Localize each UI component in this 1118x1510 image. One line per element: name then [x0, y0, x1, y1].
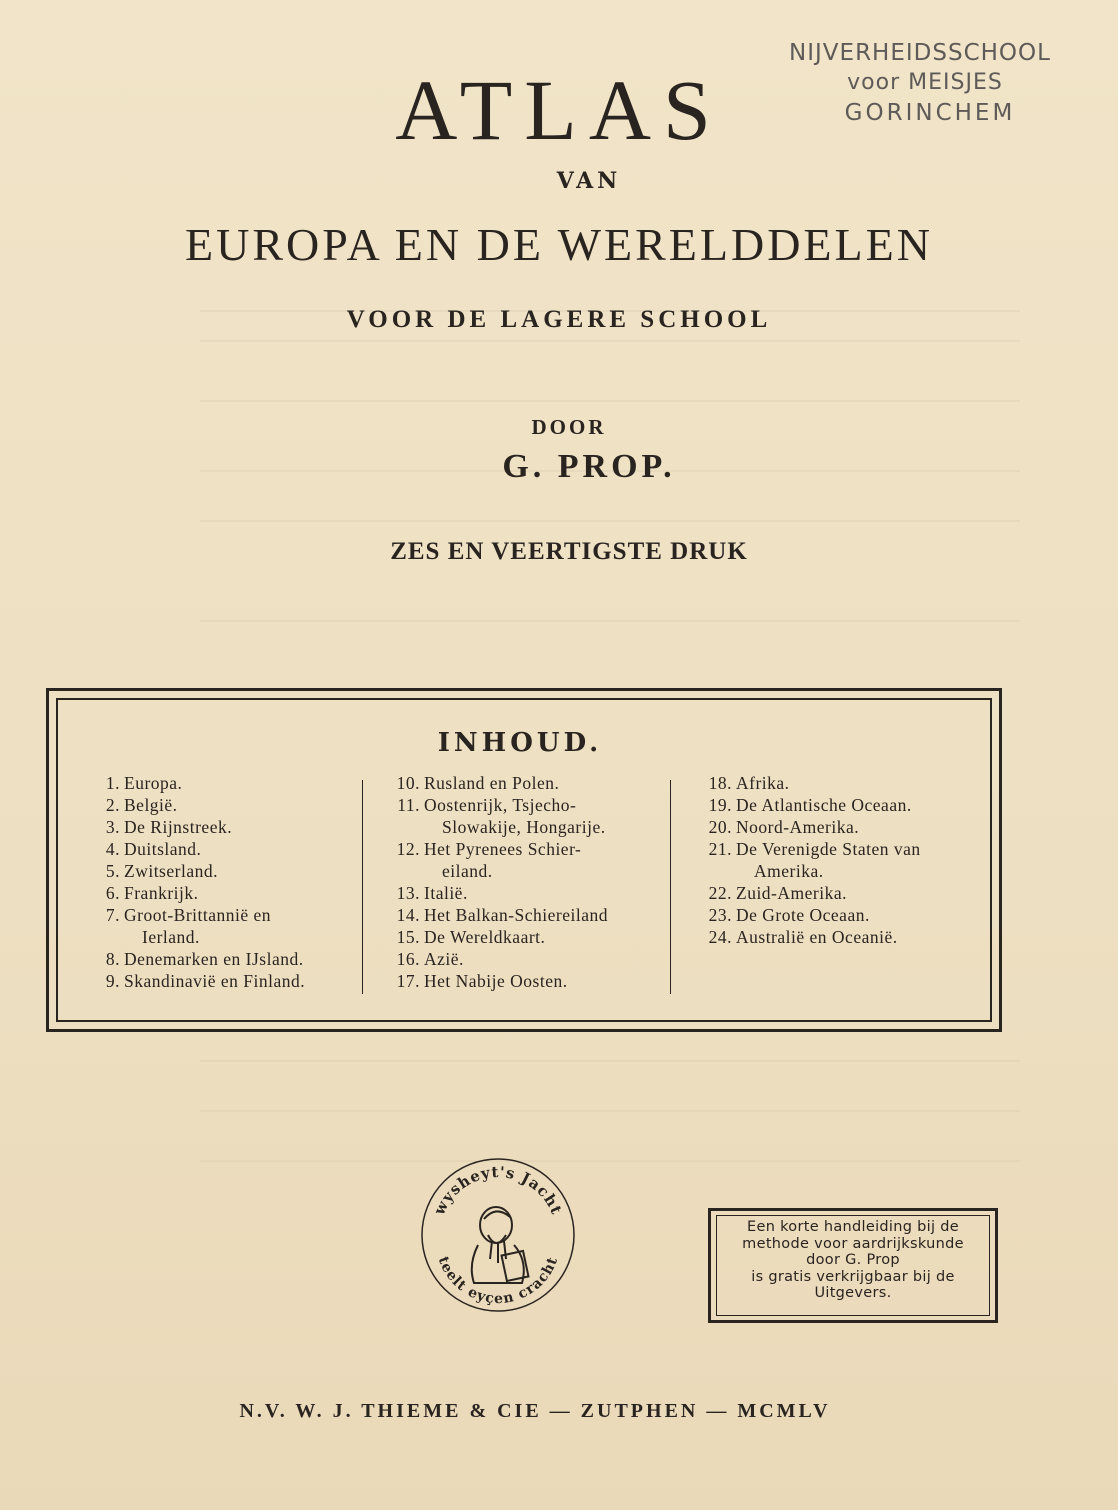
- contents-item-label: Italië.: [424, 883, 468, 903]
- contents-item: [76, 794, 366, 816]
- contents-item-number: 15.: [396, 927, 420, 947]
- contents-item: [688, 816, 988, 838]
- contents-item-label: Australië en Oceanië.: [736, 927, 898, 947]
- notice-line: Een korte handleiding bij de: [747, 1219, 959, 1235]
- author: G. PROP.: [502, 448, 676, 485]
- contents-item: [376, 970, 666, 992]
- contents-column-3: [688, 772, 988, 948]
- contents-item-label: De Atlantische Oceaan.: [736, 795, 912, 815]
- contents-item-label: Groot-Brittannië en: [124, 905, 272, 925]
- contents-item: [76, 904, 366, 948]
- contents-item-number: 12.: [396, 839, 420, 859]
- contents-item-number: 20.: [708, 817, 732, 837]
- contents-item-number: 11.: [397, 795, 420, 815]
- contents-item-number: 19.: [708, 795, 732, 815]
- emblem-ring: [422, 1159, 574, 1311]
- contents-item-label: Noord-Amerika.: [736, 817, 860, 837]
- subtitle: EUROPA EN DE WERELDDELEN: [185, 219, 933, 270]
- contents-item-number: 4.: [105, 839, 120, 859]
- edition: ZES EN VEERTIGSTE DRUK: [390, 538, 748, 565]
- emblem-text-bottom: teelt eyçen cracht: [434, 1254, 562, 1308]
- contents-item-number: 23.: [708, 905, 732, 925]
- contents-item: [376, 772, 666, 794]
- notice-line: is gratis verkrijgbaar bij de: [751, 1268, 955, 1285]
- contents-item: [376, 882, 666, 904]
- contents-item: [76, 838, 366, 860]
- publisher-imprint: N.V. W. J. THIEME & CIE — ZUTPHEN — MCMLV: [239, 1400, 831, 1422]
- contents-item-label: Zuid-Amerika.: [736, 883, 847, 903]
- contents-item: [376, 838, 666, 882]
- contents-item: [376, 948, 666, 970]
- contents-item-label: De Rijnstreek.: [124, 817, 233, 837]
- contents-item-label: De Verenigde Staten van: [736, 839, 921, 859]
- contents-item-number: 16.: [396, 949, 420, 969]
- contents-item-continuation: eiland.: [442, 861, 493, 881]
- contents-item-number: 18.: [708, 773, 732, 793]
- contents-item: [376, 794, 666, 838]
- show-through-line: [200, 1160, 1020, 1162]
- contents-item-number: 3.: [105, 817, 120, 837]
- contents-item-label: Het Pyrenees Schier-: [424, 839, 582, 859]
- notice-box: [716, 1215, 990, 1316]
- audience-line: VOOR DE LAGERE SCHOOL: [346, 306, 772, 333]
- contents-item: [76, 948, 366, 970]
- contents-item-label: Het Nabije Oosten.: [424, 971, 568, 991]
- contents-item-label: Afrika.: [736, 773, 790, 793]
- contents-column-1: [76, 772, 366, 992]
- notice-line: door G. Prop: [806, 1252, 900, 1268]
- stamp-line: voor MEISJES: [847, 70, 1003, 95]
- contents-item-number: 8.: [105, 949, 120, 969]
- by-line: DOOR: [531, 415, 607, 439]
- contents-column-2: [376, 772, 666, 992]
- contents-item-number: 13.: [396, 883, 420, 903]
- contents-item-label: Zwitserland.: [124, 861, 218, 881]
- contents-item-label: België.: [124, 795, 178, 815]
- show-through-line: [200, 520, 1020, 522]
- contents-item-number: 14.: [396, 905, 420, 925]
- contents-item-number: 24.: [708, 927, 732, 947]
- contents-item-number: 22.: [708, 883, 732, 903]
- contents-item: [688, 838, 988, 882]
- contents-item: [76, 970, 366, 992]
- contents-item-number: 21.: [708, 839, 732, 859]
- column-divider: [670, 780, 671, 994]
- contents-item: [76, 882, 366, 904]
- stamp-line: NIJVERHEIDSSCHOOL: [789, 40, 1051, 66]
- notice-line: methode voor aardrijkskunde: [742, 1235, 964, 1252]
- contents-item-label: Frankrijk.: [124, 883, 199, 903]
- scholar-figure-icon: [472, 1207, 529, 1283]
- contents-item-number: 7.: [105, 905, 120, 925]
- contents-title: INHOUD.: [437, 728, 603, 758]
- contents-item-label: De Wereldkaart.: [424, 927, 546, 947]
- contents-item-number: 9.: [105, 971, 120, 991]
- page-title: ATLAS: [395, 62, 723, 158]
- contents-item-continuation: Amerika.: [754, 861, 824, 881]
- title-connector: VAN: [556, 168, 622, 194]
- contents-item-label: Denemarken en IJsland.: [124, 949, 304, 969]
- contents-item-label: Azië.: [424, 949, 464, 969]
- contents-item: [688, 772, 988, 794]
- contents-item: [688, 882, 988, 904]
- contents-item: [376, 904, 666, 926]
- contents-item: [76, 772, 366, 794]
- contents-item-number: 17.: [396, 971, 420, 991]
- emblem-text-top: wysheyt's Jacht: [430, 1162, 566, 1218]
- contents-item-label: De Grote Oceaan.: [736, 905, 870, 925]
- show-through-line: [200, 620, 1020, 622]
- contents-item: [76, 816, 366, 838]
- publisher-emblem: [418, 1155, 578, 1315]
- show-through-line: [200, 1060, 1020, 1062]
- contents-item: [76, 860, 366, 882]
- show-through-line: [200, 340, 1020, 342]
- contents-item-number: 10.: [396, 773, 420, 793]
- contents-item: [688, 794, 988, 816]
- contents-item-number: 6.: [105, 883, 120, 903]
- contents-item: [688, 926, 988, 948]
- contents-item-label: Rusland en Polen.: [424, 773, 560, 793]
- contents-item-label: Het Balkan-Schiereiland: [424, 905, 609, 925]
- show-through-line: [200, 1110, 1020, 1112]
- contents-item-label: Oostenrijk, Tsjecho-: [424, 795, 577, 815]
- contents-item: [688, 904, 988, 926]
- contents-item-number: 1.: [105, 773, 120, 793]
- contents-item-label: Europa.: [124, 773, 183, 793]
- show-through-line: [200, 400, 1020, 402]
- notice-line: Uitgevers.: [814, 1285, 892, 1301]
- stamp-line: GORINCHEM: [844, 100, 1016, 126]
- contents-item-continuation: Ierland.: [142, 927, 200, 947]
- contents-item-label: Skandinavië en Finland.: [124, 971, 306, 991]
- contents-item-number: 5.: [105, 861, 120, 881]
- contents-item-continuation: Slowakije, Hongarije.: [442, 817, 606, 837]
- contents-item-number: 2.: [105, 795, 120, 815]
- contents-item: [376, 926, 666, 948]
- contents-item-label: Duitsland.: [124, 839, 202, 859]
